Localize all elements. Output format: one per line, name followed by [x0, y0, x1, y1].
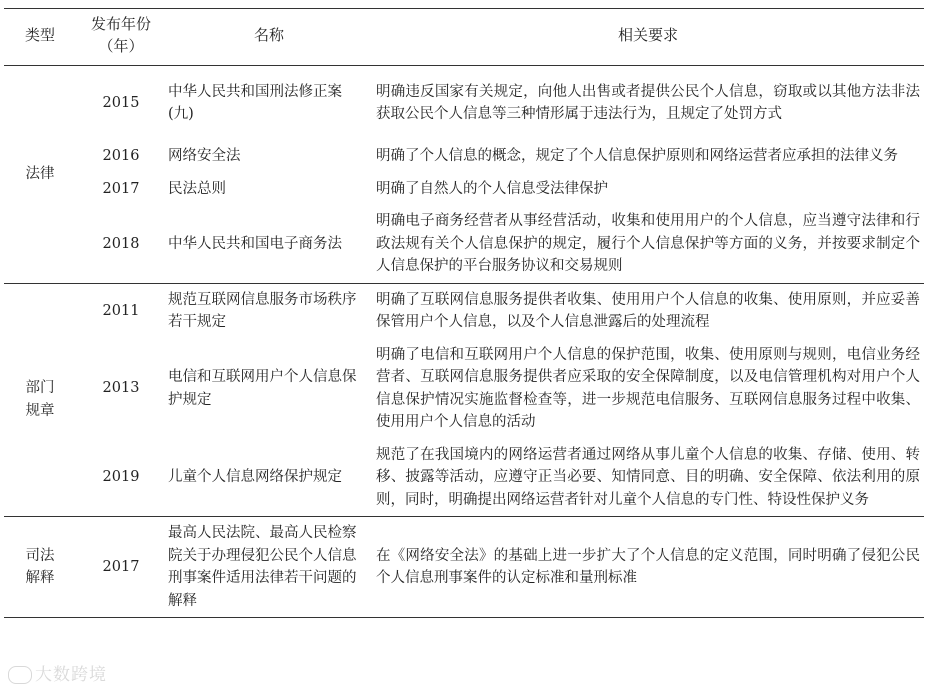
year-cell: 2016	[102, 148, 140, 164]
regulation-table	[4, 8, 924, 618]
table-row	[4, 283, 924, 339]
requirement-cell: 规范了在我国境内的网络运营者通过网络从事儿童个人信息的收集、存储、使用、转移、披露等活动，应遵守正当必要、知情同意、目的明确、安全保障、依法利用的原则，同时，明确提出网络运营者针对儿童个人信息的专门性、特设性保护义务	[376, 446, 920, 508]
table-row	[4, 140, 924, 173]
type-cell	[4, 283, 76, 517]
group-law	[4, 66, 924, 284]
name-cell: 中华人民共和国刑法修正案(九)	[168, 83, 342, 122]
table-row	[4, 439, 924, 517]
type-label: 司法解释	[25, 547, 55, 586]
requirement-cell: 明确了互联网信息服务提供者收集、使用用户个人信息的收集、使用原则，并应妥善保管用户个人信息，以及个人信息泄露后的处理流程	[376, 291, 920, 330]
type-label: 部门规章	[25, 380, 55, 419]
header-type: 类型	[24, 26, 55, 44]
year-cell: 2019	[102, 469, 140, 485]
header-year-line1: 发布年份	[90, 15, 151, 33]
table-row	[4, 173, 924, 206]
watermark-text: 大数跨境	[35, 665, 107, 685]
type-cell	[4, 517, 76, 618]
group-judicial-interpretation	[4, 517, 924, 618]
requirement-cell: 在《网络安全法》的基础上进一步扩大了个人信息的定义范围，同时明确了侵犯公民个人信息刑事案件的认定标准和量刑标准	[376, 547, 920, 586]
name-cell: 民法总则	[168, 180, 226, 197]
year-cell: 2017	[102, 180, 140, 197]
header-year-line2: （年）	[98, 37, 144, 55]
name-cell: 最高人民法院、最高人民检察院关于办理侵犯公民个人信息刑事案件适用法律若干问题的解释	[168, 525, 357, 609]
year-cell: 2013	[102, 380, 140, 397]
requirement-cell: 明确违反国家有关规定，向他人出售或者提供公民个人信息，窃取或以其他方法非法获取公民个人信息等三种情形属于违法行为，且规定了处罚方式	[376, 83, 920, 122]
group-department-rules	[4, 283, 924, 517]
table-row	[4, 339, 924, 439]
year-cell: 2011	[102, 302, 140, 319]
watermark	[8, 660, 107, 685]
header-name: 名称	[253, 26, 284, 44]
year-cell: 2015	[102, 94, 140, 111]
table-row	[4, 517, 924, 618]
table-row	[4, 205, 924, 283]
name-cell: 电信和互联网用户个人信息保护规定	[168, 369, 357, 408]
table-row	[4, 66, 924, 141]
type-cell: 法律	[25, 166, 55, 182]
header-year	[76, 9, 166, 66]
name-cell: 儿童个人信息网络保护规定	[168, 469, 342, 485]
year-cell: 2018	[102, 235, 140, 252]
name-cell: 网络安全法	[168, 148, 241, 164]
name-cell: 中华人民共和国电子商务法	[168, 235, 342, 252]
year-cell: 2017	[102, 558, 140, 575]
requirement-cell: 明确了自然人的个人信息受法律保护	[376, 180, 608, 197]
header-requirement: 相关要求	[617, 26, 678, 44]
header-row	[4, 9, 924, 66]
requirement-cell: 明确电子商务经营者从事经营活动，收集和使用用户的个人信息，应当遵守法律和行政法规有关个人信息保护的规定，履行个人信息保护等方面的义务，并按要求制定个人信息保护的平台服务协议和交易规则	[376, 213, 920, 274]
requirement-cell: 明确了个人信息的概念，规定了个人信息保护原则和网络运营者应承担的法律义务	[376, 148, 898, 164]
name-cell: 规范互联网信息服务市场秩序若干规定	[168, 291, 357, 330]
requirement-cell: 明确了电信和互联网用户个人信息的保护范围，收集、使用原则与规则，电信业务经营者、互联网信息服务提供者应采取的安全保障制度，以及电信管理机构对用户个人信息保护情况实施监督检查等，进一步规范电信服务、互联网信息服务过程中收集、使用用户个人信息的活动	[376, 346, 920, 430]
watermark-logo-icon	[8, 666, 32, 684]
